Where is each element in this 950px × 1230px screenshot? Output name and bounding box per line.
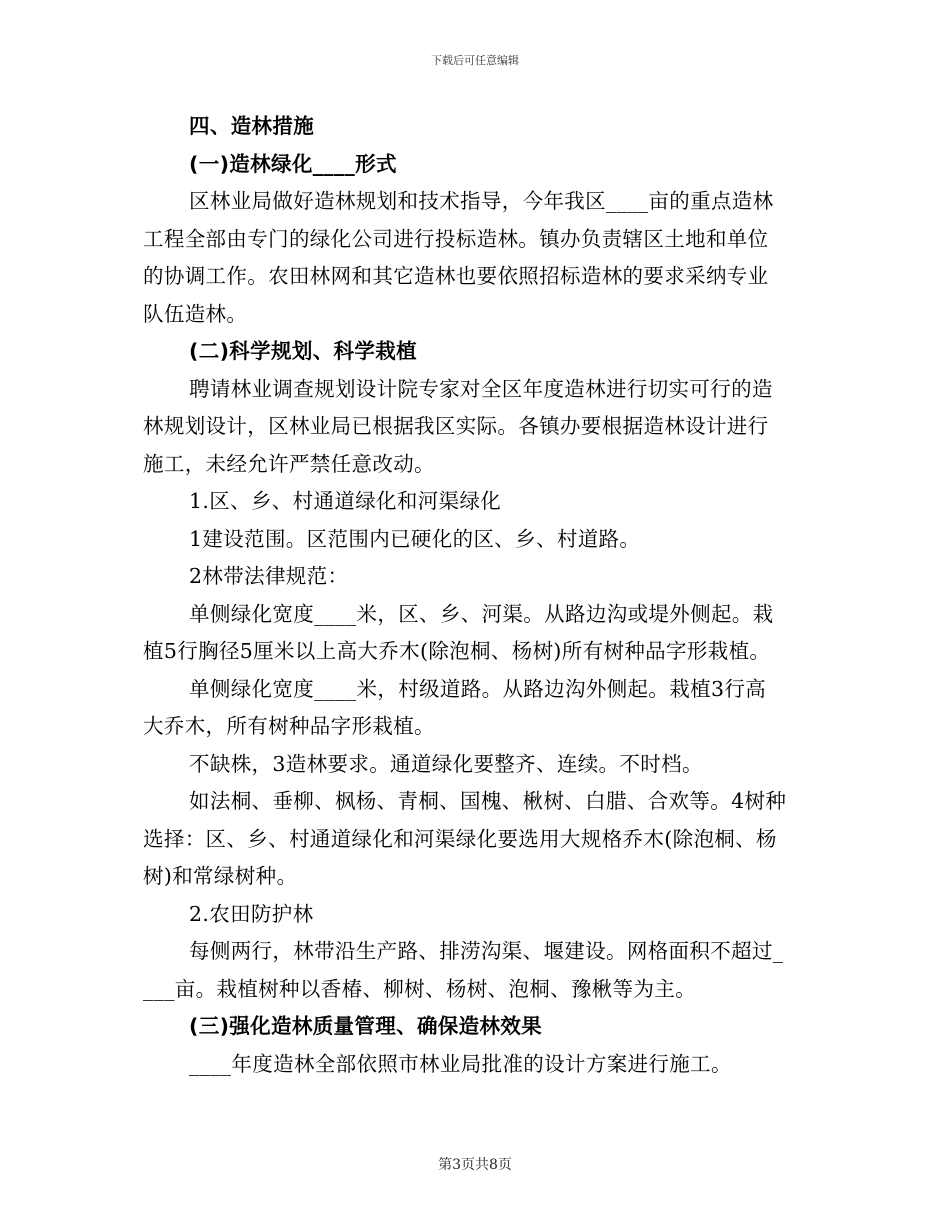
body-text-line: 选择：区、乡、村通道绿化和河渠绿化要选用大规格乔木(除泡桐、杨 (143, 826, 777, 851)
body-text-line: 施工，未经允许严禁任意改动。 (143, 451, 435, 476)
section-heading: (一)造林绿化____形式 (189, 151, 397, 176)
page-number: 第3页共8页 (438, 1157, 512, 1173)
body-text-line: 2.农田防护林 (189, 901, 314, 926)
header-note: 下载后可任意编辑 (431, 54, 519, 67)
body-text-line: 工程全部由专门的绿化公司进行投标造林。镇办负责辖区土地和单位 (143, 226, 769, 251)
body-text-line: ____年度造林全部依照市林业局批准的设计方案进行施工。 (189, 1051, 732, 1076)
body-text-line: 单侧绿化宽度____米，村级道路。从路边沟外侧起。栽植3行高 (189, 676, 767, 701)
body-text-line: 1.区、乡、村通道绿化和河渠绿化 (189, 489, 502, 513)
body-text-line: 如法桐、垂柳、枫杨、青桐、国槐、楸树、白腊、合欢等。4树种 (189, 789, 787, 813)
body-text-line: 1建设范围。区范围内已硬化的区、乡、村道路。 (189, 526, 641, 551)
body-text-line: 不缺株，3造林要求。通道绿化要整齐、连续。不时档。 (189, 751, 703, 776)
body-text-line: 植5行胸径5厘米以上高大乔木(除泡桐、杨树)所有树种品字形栽植。 (143, 639, 771, 663)
body-text-line: 树)和常绿树种。 (143, 864, 298, 888)
body-text-line: 的协调工作。农田林网和其它造林也要依照招标造林的要求采纳专业 (143, 264, 769, 288)
body-text-line: 2林带法律规范： (189, 564, 349, 588)
body-text-line: 聘请林业调查规划设计院专家对全区年度造林进行切实可行的造 (189, 376, 773, 401)
body-text-line: ___亩。栽植树种以香椿、柳树、杨树、泡桐、豫楸等为主。 (143, 976, 697, 1001)
section-heading: (三)强化造林质量管理、确保造林效果 (189, 1014, 543, 1038)
body-text-line: 大乔木，所有树种品字形栽植。 (143, 714, 435, 738)
document-body (143, 108, 803, 1083)
body-text-line: 队伍造林。 (143, 301, 248, 326)
body-text-line: 单侧绿化宽度____米，区、乡、河渠。从路边沟或堤外侧起。栽 (189, 601, 774, 626)
section-heading: (二)科学规划、科学栽植 (189, 339, 417, 363)
body-text-line: 区林业局做好造林规划和技术指导，今年我区____亩的重点造林 (189, 189, 774, 213)
section-heading: 四、造林措施 (189, 114, 315, 138)
body-text-line: 每侧两行，林带沿生产路、排涝沟渠、堰建设。网格面积不超过_ (189, 939, 784, 963)
body-text-line: 林规划设计，区林业局已根据我区实际。各镇办要根据造林设计进行 (143, 414, 769, 438)
